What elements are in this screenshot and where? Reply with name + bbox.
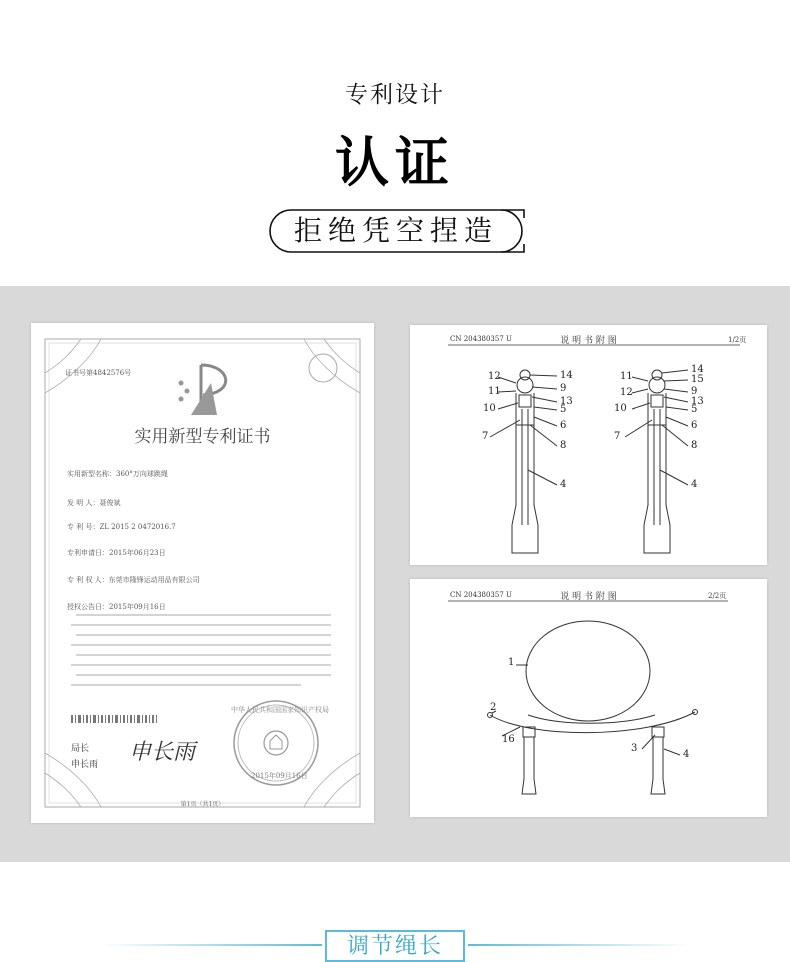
sheet-heading: 说 明 书 附 图 [560,592,617,602]
ref-label: 13 [560,396,573,407]
ref-label: 8 [691,440,698,451]
ref-label: 16 [502,734,515,745]
ref-label: 11 [620,371,633,382]
ref-label: 6 [560,420,567,431]
director-label: 局长 [71,744,90,754]
drawing-sheet-1 [410,325,767,565]
cert-row: 发 明 人：聂俊斌 [67,499,121,507]
tagline-text: 拒绝凭空捏造 [293,214,498,247]
ref-label: 9 [560,383,567,394]
handle-drawing [410,325,767,565]
seal-date: 2015年09月16日 [251,772,308,780]
sheet-page: 1/2页 [728,336,747,344]
sheet-page: 2/2页 [708,592,727,600]
cert-row: 专利申请日：2015年06月23日 [67,549,166,557]
cert-row: 授权公告日：2015年09月16日 [67,603,166,611]
section-title: 认证 [335,131,455,194]
ref-label: 4 [691,479,698,490]
stamp-icon [309,354,337,382]
ref-label: 2 [490,702,497,713]
ref-label: 6 [691,420,698,431]
cert-row: 专 利 号：ZL 2015 2 0472016.7 [67,523,176,531]
ref-label: 4 [560,479,567,490]
tagline-badge [266,206,526,256]
ref-label: 10 [614,403,627,414]
ref-label: 15 [691,374,704,385]
cert-title: 实用新型专利证书 [134,427,271,447]
ref-label: 4 [683,749,690,760]
ref-label: 12 [488,371,501,382]
ref-label: 1 [508,657,515,668]
cert-number: 证书号第4842576号 [65,369,132,377]
cert-row: 实用新型名称：360°万向球跳绳 [67,470,168,478]
ref-label: 7 [482,431,489,442]
ref-label: 12 [620,387,633,398]
sheet-doc-number: CN 204380357 U [450,335,512,343]
ref-label: 14 [560,370,573,381]
sheet-heading: 说 明 书 附 图 [560,336,617,346]
sheet-doc-number: CN 204380357 U [450,591,512,599]
ref-label: 11 [488,386,501,397]
patent-certificate [31,323,374,823]
director-signature: 申长雨 [129,740,196,765]
cert-row: 专 利 权 人：东莞市隆锋运动用品有限公司 [67,576,200,584]
barcode-icon [71,715,157,723]
drawing-sheet-2 [410,579,767,817]
page-note: 第1页（共1页） [180,801,225,808]
ref-label: 14 [691,364,704,375]
patent-office-logo [179,365,226,415]
ref-label: 9 [691,386,698,397]
director-name: 申长雨 [71,760,99,770]
ref-label: 7 [614,431,621,442]
ref-label: 3 [631,743,638,754]
ref-label: 13 [691,396,704,407]
next-section-label: 调节绳长 [325,930,465,962]
ref-label: 5 [691,404,698,415]
ref-label: 8 [560,440,567,451]
seal-text: 中华人民共和国国家知识产权局 [231,706,329,714]
section-subtitle: 专利设计 [345,82,445,108]
jump-rope-drawing [410,579,767,817]
ref-label: 5 [560,404,567,415]
ref-label: 10 [483,403,496,414]
